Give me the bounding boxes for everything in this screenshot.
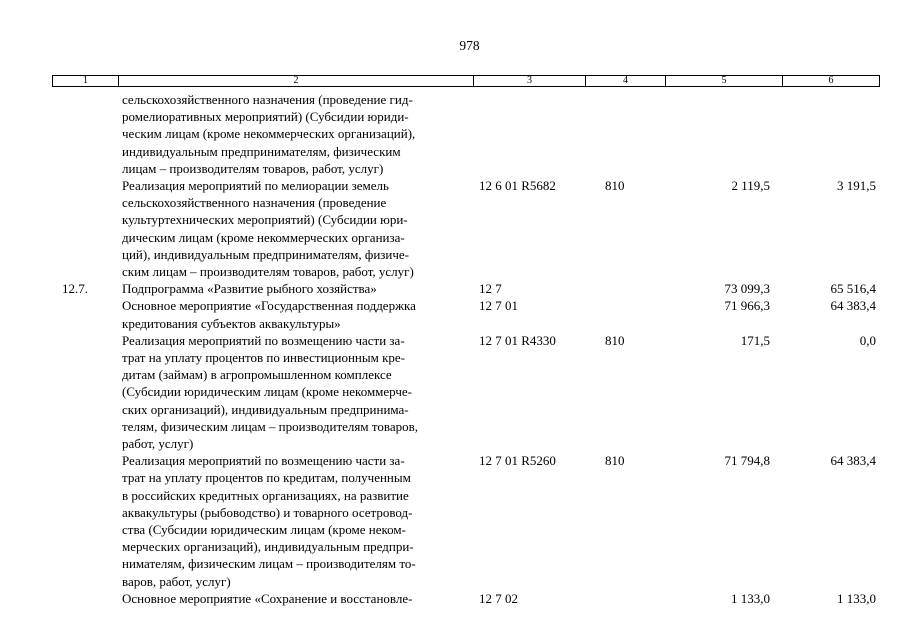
row-code [473, 91, 585, 177]
row-type: 810 [605, 178, 625, 194]
row-value-1: 73 099,3 [724, 281, 770, 297]
table-row [52, 91, 878, 177]
row-value-2: 64 383,4 [830, 453, 876, 469]
table-row [52, 297, 878, 331]
table-row [52, 452, 878, 590]
row-number [52, 590, 118, 607]
row-code: 12 7 01 R4330 [479, 332, 556, 348]
row-value-1: 2 119,5 [731, 178, 770, 194]
row-value-1: 171,5 [740, 332, 770, 348]
row-code: 12 7 02 [479, 590, 518, 606]
row-code: 12 7 [479, 281, 502, 297]
page-number: 978 [459, 38, 480, 53]
table-row [52, 590, 878, 607]
row-name: Реализация мероприятий по возмещению части за- трат на уплату процентов по инвестиционным кре- дитам (займам) в агропромышленном комплексе (Субсидии юридическим лицам (кроме некоммерче- ских организаций), индивидуальным предпринима- телям, физическим лицам – производителям товаров, работ, услуг) [122, 332, 418, 452]
row-number [52, 452, 118, 590]
row-name: Основное мероприятие «Сохранение и восстановле- [122, 590, 413, 606]
row-type: 810 [605, 453, 625, 469]
column-header-5: 5 [666, 76, 783, 86]
row-value-2 [782, 91, 878, 177]
row-name: Реализация мероприятий по возмещению части за- трат на уплату процентов по кредитам, полученным в российских кредитных организациях, на развитие аквакультуры (рыбоводство) и товарного осетровод- ства (Субсидии юридическим лицам (кроме неком- мерческих организаций), индивидуальным предпри- нимателям, физическим лицам – производителям то- варов, работ, услуг) [122, 453, 416, 589]
row-name: Реализация мероприятий по мелиорации земель сельскохозяйственного назначения (проведение культуртехнических мероприятий) (Субсидии юри- дическим лицам (кроме некоммерческих организа- ций), индивидуальным предпринимателям, физиче- ским лицам – производителям товаров, работ, услуг) [122, 178, 414, 280]
row-type [585, 280, 665, 297]
row-number [52, 177, 118, 280]
row-code: 12 7 01 R5260 [479, 453, 556, 469]
column-header-3: 3 [474, 76, 586, 86]
row-name: Подпрограмма «Развитие рыбного хозяйства» [122, 281, 377, 297]
table-row [52, 280, 878, 297]
column-header-1: 1 [53, 76, 119, 86]
row-value-2: 0,0 [859, 332, 876, 348]
row-type: 810 [605, 332, 625, 348]
column-header-4: 4 [586, 76, 666, 86]
row-type [585, 297, 665, 331]
row-type [585, 590, 665, 607]
table-header [52, 75, 880, 87]
row-name: сельскохозяйственного назначения (проведение гид- ромелиоративных мероприятий) (Субсидии юриди- ческим лицам (кроме некоммерческих организаций), индивидуальным предпринимателям, физическим лицам – производителям товаров, работ, услуг) [122, 92, 416, 176]
row-code: 12 6 01 R5682 [479, 178, 556, 194]
row-type [585, 91, 665, 177]
row-value-2: 1 133,0 [837, 590, 876, 606]
column-header-6: 6 [828, 75, 834, 86]
row-value-1: 71 966,3 [724, 298, 770, 314]
row-code: 12 7 01 [479, 298, 518, 314]
row-number [52, 91, 118, 177]
row-name: Основное мероприятие «Государственная поддержка кредитования субъектов аквакультуры» [122, 298, 416, 331]
table-body [52, 91, 878, 607]
row-number [52, 297, 118, 331]
row-value-1: 1 133,0 [731, 590, 770, 606]
row-value-2: 64 383,4 [830, 298, 876, 314]
column-header-2: 2 [119, 76, 474, 86]
table-row [52, 332, 878, 452]
row-value-1 [665, 91, 782, 177]
row-number: 12.7. [62, 281, 88, 297]
row-value-2: 65 516,4 [830, 281, 876, 297]
table-row [52, 177, 878, 280]
row-value-2: 3 191,5 [837, 178, 876, 194]
row-value-1: 71 794,8 [724, 453, 770, 469]
row-number [52, 332, 118, 452]
